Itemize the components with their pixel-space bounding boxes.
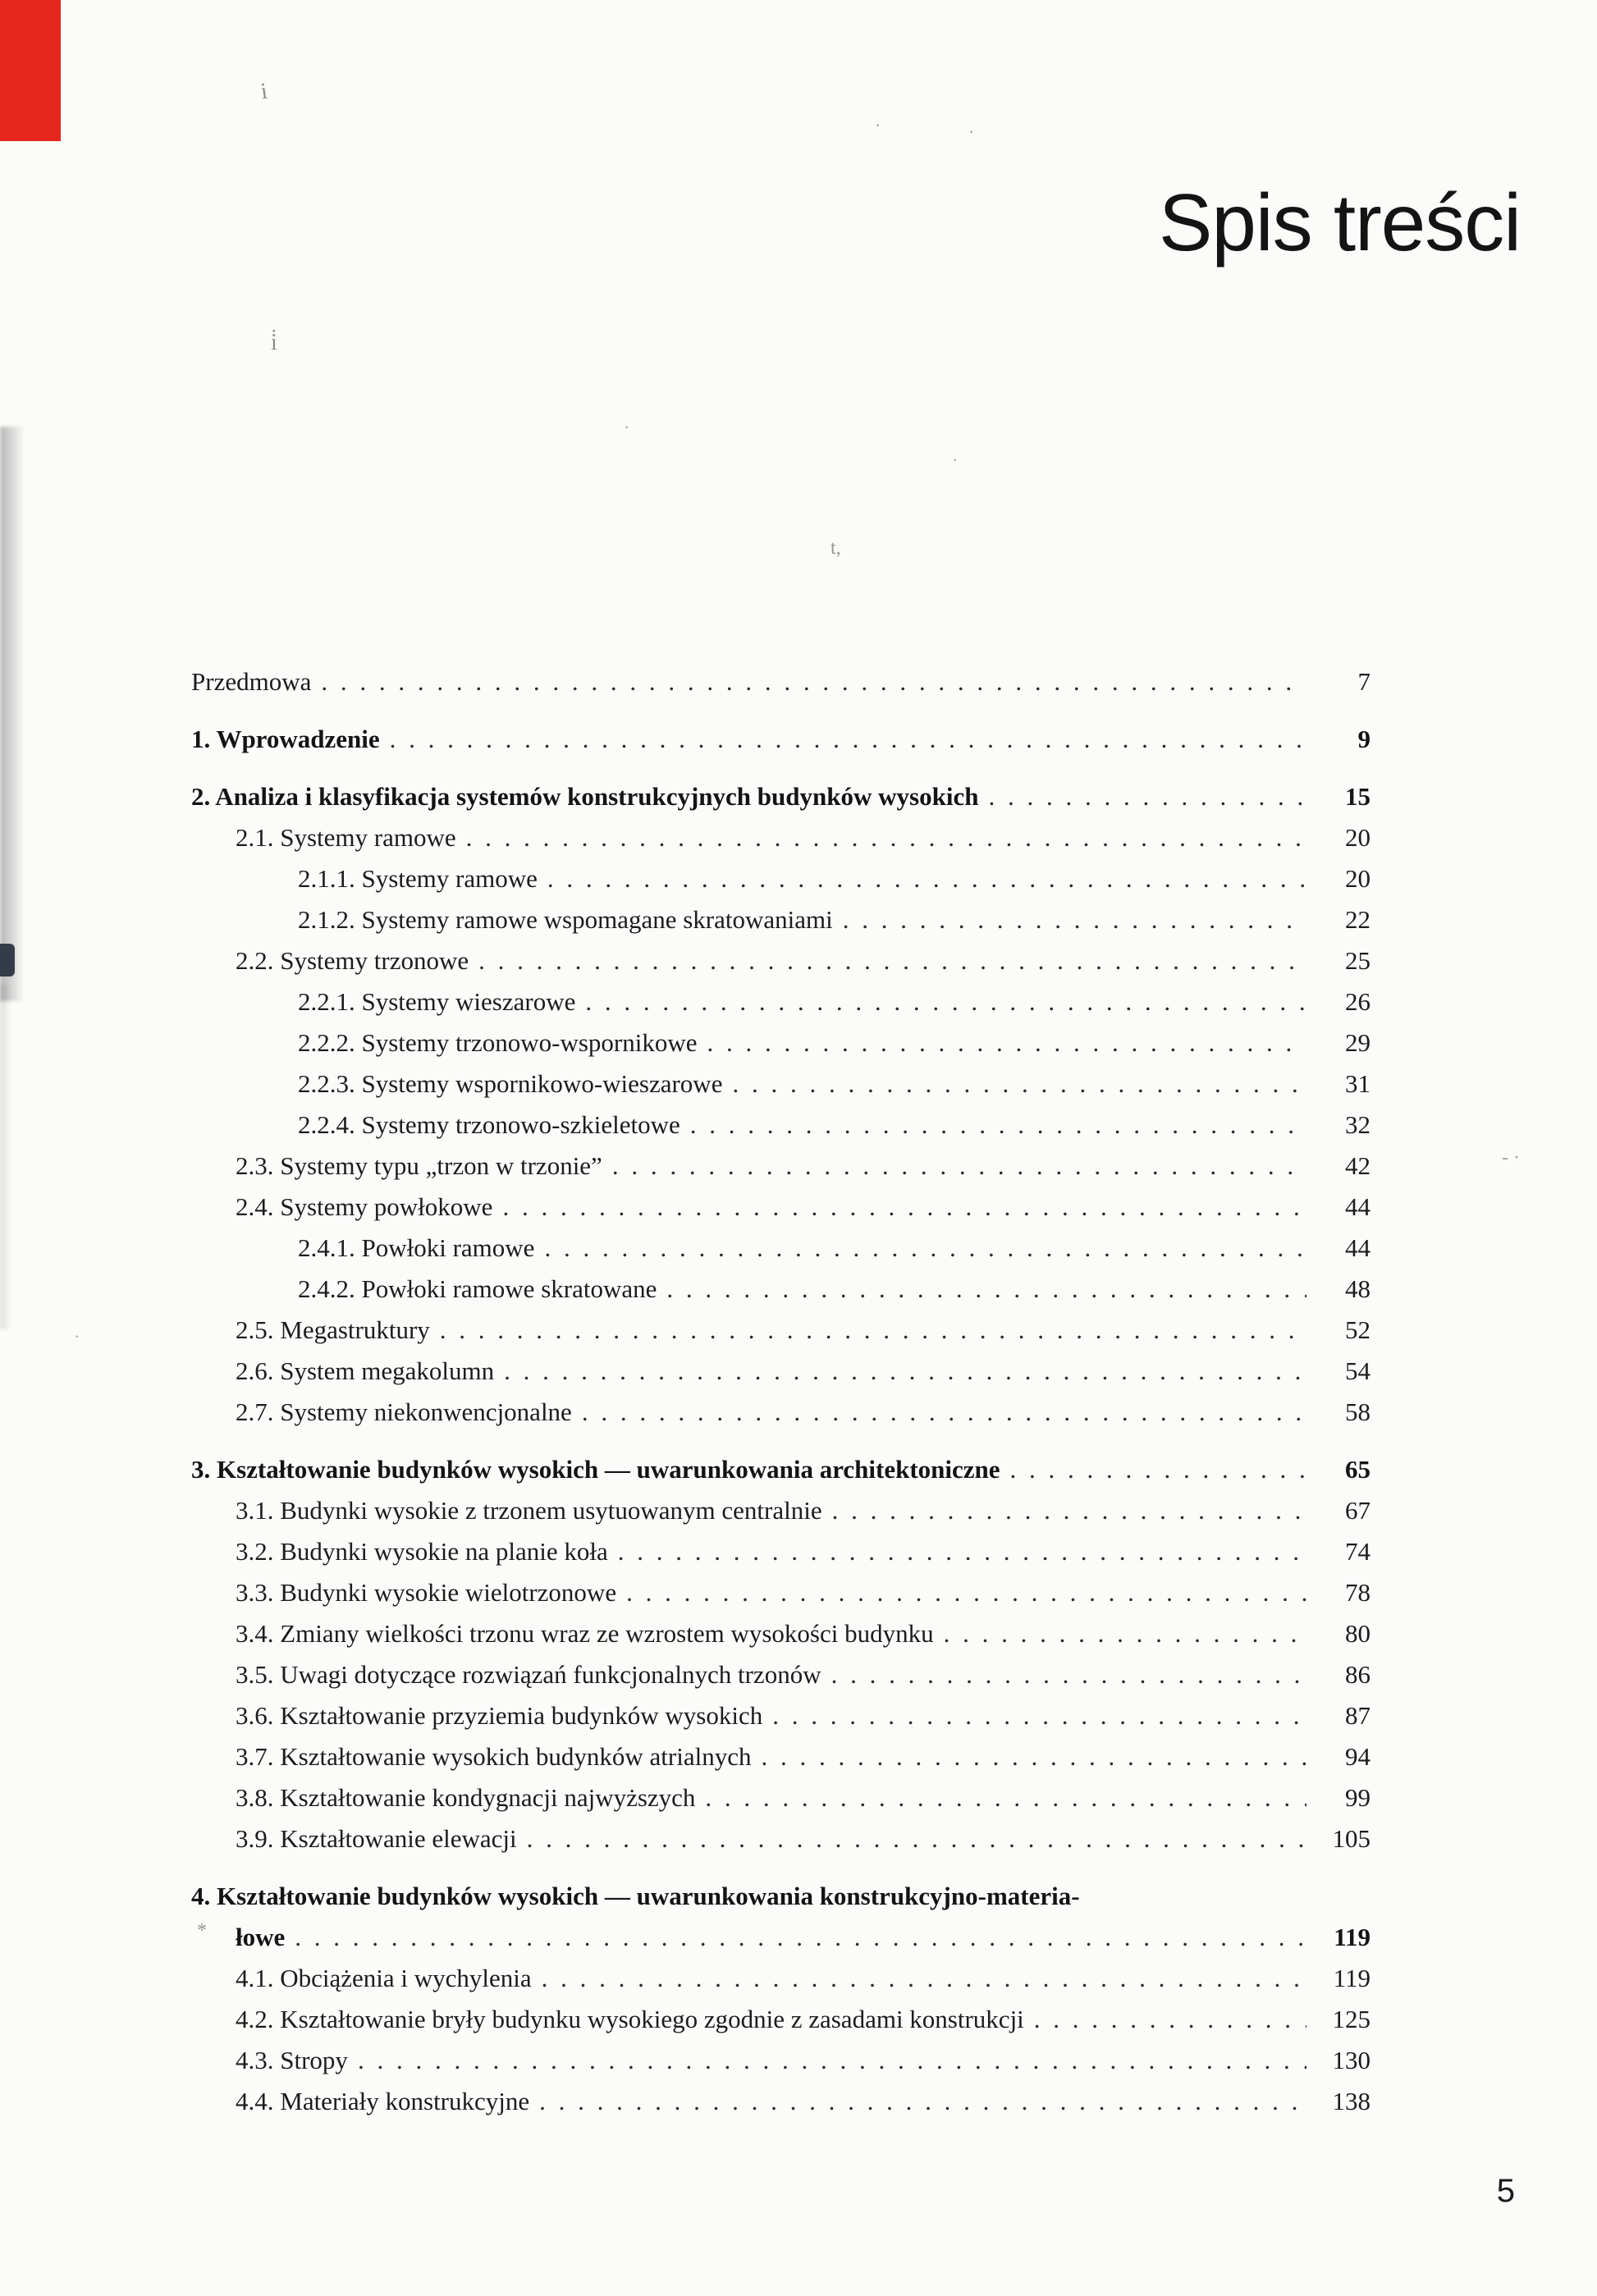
toc-row bbox=[191, 1490, 1370, 1531]
scan-artifact: · bbox=[875, 115, 881, 135]
toc-row bbox=[191, 1146, 1370, 1187]
toc-entry-text: 2.4.2. Powłoki ramowe skratowane bbox=[298, 1274, 657, 1303]
left-edge-mark bbox=[0, 944, 15, 976]
toc-entry-text: 2.2.1. Systemy wieszarowe bbox=[298, 987, 576, 1016]
toc-entry-text: 2. Analiza i klasyfikacja systemów konstrukcyjnych budynków wysokich bbox=[191, 782, 979, 811]
toc-row bbox=[191, 1105, 1370, 1146]
toc-page-ref: 74 bbox=[1345, 1537, 1370, 1566]
toc-entry-text: 2.2. Systemy trzonowe bbox=[236, 946, 469, 975]
toc-page-ref: 80 bbox=[1345, 1619, 1370, 1648]
toc-page-ref: 119 bbox=[1334, 1923, 1370, 1951]
toc-leader-dots bbox=[612, 1146, 1306, 1187]
toc-page-ref: 105 bbox=[1332, 1824, 1370, 1853]
toc-row bbox=[191, 776, 1370, 817]
toc-leader-dots bbox=[732, 1063, 1306, 1105]
toc-page-ref: 119 bbox=[1333, 1964, 1370, 1992]
toc-page-ref: 138 bbox=[1332, 2087, 1370, 2115]
toc-entry-text: 3.9. Kształtowanie elewacji bbox=[236, 1824, 517, 1853]
toc-leader-dots bbox=[1010, 1449, 1306, 1490]
toc-row bbox=[191, 1736, 1370, 1777]
left-edge-shadow bbox=[0, 427, 25, 1001]
toc-leader-dots bbox=[547, 858, 1306, 899]
toc-row bbox=[191, 858, 1370, 899]
toc-row bbox=[191, 1228, 1370, 1269]
toc-page-ref: 31 bbox=[1345, 1069, 1370, 1098]
toc-leader-dots bbox=[944, 1613, 1306, 1654]
toc-row bbox=[191, 940, 1370, 981]
toc-page-ref: 48 bbox=[1345, 1274, 1370, 1303]
toc-entry-text: 3. Kształtowanie budynków wysokich — uwarunkowania architektoniczne bbox=[191, 1455, 1000, 1484]
toc-leader-dots bbox=[832, 1490, 1306, 1531]
toc-leader-dots bbox=[466, 817, 1306, 858]
toc-page-ref: 44 bbox=[1345, 1233, 1370, 1262]
toc-entry-text: 2.4.1. Powłoki ramowe bbox=[298, 1233, 535, 1262]
toc-leader-dots bbox=[544, 1228, 1306, 1269]
toc-row bbox=[191, 1654, 1370, 1695]
toc-row bbox=[191, 1310, 1370, 1351]
toc-row bbox=[191, 2081, 1370, 2122]
toc-page-ref: 20 bbox=[1345, 864, 1370, 893]
toc-leader-dots bbox=[527, 1818, 1306, 1859]
scan-artifact: * bbox=[197, 1920, 207, 1942]
scan-artifact: · bbox=[74, 1326, 80, 1347]
toc-entry-text: 3.4. Zmiany wielkości trzonu wraz ze wzrostem wysokości budynku bbox=[236, 1619, 934, 1648]
toc-row bbox=[191, 899, 1370, 940]
toc-row bbox=[191, 1063, 1370, 1105]
toc-row bbox=[191, 1999, 1370, 2040]
toc-leader-dots bbox=[321, 661, 1306, 702]
toc-entry-text: 4.4. Materiały konstrukcyjne bbox=[236, 2087, 530, 2115]
toc-entry-text: 3.1. Budynki wysokie z trzonem usytuowanym centralnie bbox=[236, 1496, 822, 1525]
toc-row bbox=[191, 1351, 1370, 1392]
toc-row bbox=[191, 1392, 1370, 1433]
toc-entry-text: 1. Wprowadzenie bbox=[191, 725, 380, 753]
toc-page-ref: 7 bbox=[1357, 667, 1370, 696]
toc-entry-text: 3.2. Budynki wysokie na planie koła bbox=[236, 1537, 608, 1566]
toc-row bbox=[191, 1876, 1370, 1917]
toc-entry-text: 2.1.2. Systemy ramowe wspomagane skratowaniami bbox=[298, 905, 833, 934]
scan-artifact: t, bbox=[831, 537, 841, 559]
toc-entry-text: 2.3. Systemy typu „trzon w trzonie” bbox=[236, 1151, 602, 1180]
toc-leader-dots bbox=[295, 1917, 1306, 1958]
toc-leader-dots bbox=[390, 719, 1306, 760]
toc-entry-text: 3.3. Budynki wysokie wielotrzonowe bbox=[236, 1578, 617, 1607]
toc-entry-text: 3.7. Kształtowanie wysokich budynków atrialnych bbox=[236, 1742, 752, 1771]
toc-leader-dots bbox=[705, 1777, 1306, 1818]
toc-row bbox=[191, 1777, 1370, 1818]
toc-leader-dots bbox=[582, 1392, 1306, 1433]
scan-artifact: i bbox=[259, 78, 269, 105]
toc-entry-text: 4.2. Kształtowanie bryły budynku wysokiego zgodnie z zasadami konstrukcji bbox=[236, 2005, 1024, 2033]
toc-list bbox=[191, 661, 1370, 2122]
toc-page-ref: 87 bbox=[1345, 1701, 1370, 1730]
toc-leader-dots bbox=[843, 899, 1306, 940]
toc-leader-dots bbox=[831, 1654, 1306, 1695]
page-title: Spis treści bbox=[1158, 177, 1521, 268]
toc-page-ref: 26 bbox=[1345, 987, 1370, 1016]
toc-entry-text: Przedmowa bbox=[191, 667, 312, 696]
toc-leader-dots bbox=[772, 1695, 1306, 1736]
toc-page-ref: 52 bbox=[1345, 1315, 1370, 1344]
toc-leader-dots bbox=[988, 776, 1306, 817]
toc-row bbox=[191, 1187, 1370, 1228]
toc-row bbox=[191, 661, 1370, 702]
toc-entry-text: 2.6. System megakolumn bbox=[236, 1356, 495, 1385]
toc-leader-dots bbox=[618, 1531, 1306, 1572]
toc-row bbox=[191, 1572, 1370, 1613]
toc-page-ref: 25 bbox=[1345, 946, 1370, 975]
toc-row bbox=[191, 1449, 1370, 1490]
toc-row bbox=[191, 817, 1370, 858]
toc-row bbox=[191, 1958, 1370, 1999]
toc-leader-dots bbox=[539, 2081, 1306, 2122]
toc-entry-text: 2.5. Megastruktury bbox=[236, 1315, 430, 1344]
left-edge-shadow-lower bbox=[0, 985, 11, 1329]
toc-leader-dots bbox=[761, 1736, 1306, 1777]
toc-entry-text: 2.2.3. Systemy wspornikowo-wieszarowe bbox=[298, 1069, 723, 1098]
toc-row bbox=[191, 2040, 1370, 2081]
toc-page-ref: 42 bbox=[1345, 1151, 1370, 1180]
toc-entry-text: 2.1. Systemy ramowe bbox=[236, 823, 456, 852]
toc-entry-text: 2.1.1. Systemy ramowe bbox=[298, 864, 538, 893]
toc-row bbox=[191, 1531, 1370, 1572]
toc-page-ref: 94 bbox=[1345, 1742, 1370, 1771]
scan-artifact: i̇ bbox=[271, 330, 277, 355]
toc-leader-dots bbox=[440, 1310, 1306, 1351]
toc-row bbox=[191, 1022, 1370, 1063]
toc-row bbox=[191, 981, 1370, 1022]
scan-artifact: · bbox=[968, 121, 975, 142]
toc-leader-dots bbox=[666, 1269, 1306, 1310]
toc-row bbox=[191, 1269, 1370, 1310]
toc-leader-dots bbox=[585, 981, 1306, 1022]
toc-page-ref: 54 bbox=[1345, 1356, 1370, 1385]
toc-page-ref: 29 bbox=[1345, 1028, 1370, 1057]
toc-page-ref: 125 bbox=[1332, 2005, 1370, 2033]
toc-leader-dots bbox=[690, 1105, 1306, 1146]
toc-page-ref: 78 bbox=[1345, 1578, 1370, 1607]
toc-entry-text: 4. Kształtowanie budynków wysokich — uwarunkowania konstrukcyjno-materia- bbox=[191, 1882, 1080, 1910]
toc-leader-dots bbox=[1034, 1999, 1306, 2040]
toc-page-ref: 32 bbox=[1345, 1110, 1370, 1139]
toc-entry-text: 3.8. Kształtowanie kondygnacji najwyższych bbox=[236, 1783, 696, 1812]
toc-entry-text: 4.1. Obciążenia i wychylenia bbox=[236, 1964, 532, 1992]
toc-leader-dots bbox=[502, 1187, 1306, 1228]
toc-page-ref: 58 bbox=[1345, 1397, 1370, 1426]
toc-leader-dots bbox=[504, 1351, 1306, 1392]
toc-row bbox=[191, 719, 1370, 760]
toc-entry-text: łowe bbox=[236, 1923, 286, 1951]
toc-leader-dots bbox=[542, 1958, 1306, 1999]
toc-page-ref: 65 bbox=[1345, 1455, 1370, 1484]
toc-page-ref: 15 bbox=[1345, 782, 1370, 811]
toc-entry-text: 4.3. Stropy bbox=[236, 2046, 348, 2074]
scan-artifact: · bbox=[624, 417, 630, 437]
toc-row bbox=[191, 1695, 1370, 1736]
red-corner-mark bbox=[0, 0, 61, 141]
toc-entry-text: 2.2.2. Systemy trzonowo-wspornikowe bbox=[298, 1028, 698, 1057]
toc-leader-dots bbox=[626, 1572, 1306, 1613]
toc-page-ref: 20 bbox=[1345, 823, 1370, 852]
page-number: 5 bbox=[1496, 2173, 1515, 2209]
toc-row bbox=[191, 1818, 1370, 1859]
scan-artifact: · bbox=[952, 450, 959, 470]
toc-row bbox=[191, 1917, 1370, 1958]
toc-page-ref: 44 bbox=[1345, 1192, 1370, 1221]
toc-entry-text: 2.4. Systemy powłokowe bbox=[236, 1192, 493, 1221]
toc-entry-text: 3.6. Kształtowanie przyziemia budynków wysokich bbox=[236, 1701, 763, 1730]
toc-page-ref: 22 bbox=[1345, 905, 1370, 934]
scan-artifact: - · bbox=[1502, 1147, 1520, 1169]
toc-entry-text: 2.2.4. Systemy trzonowo-szkieletowe bbox=[298, 1110, 680, 1139]
toc-row bbox=[191, 1613, 1370, 1654]
toc-page-ref: 130 bbox=[1332, 2046, 1370, 2074]
toc-page-ref: 67 bbox=[1345, 1496, 1370, 1525]
toc-page-ref: 9 bbox=[1357, 725, 1370, 753]
toc-page-ref: 86 bbox=[1345, 1660, 1370, 1689]
toc-entry-text: 3.5. Uwagi dotyczące rozwiązań funkcjonalnych trzonów bbox=[236, 1660, 821, 1689]
toc-leader-dots bbox=[707, 1022, 1306, 1063]
toc-leader-dots bbox=[478, 940, 1306, 981]
toc-page-ref: 99 bbox=[1345, 1783, 1370, 1812]
toc-leader-dots bbox=[358, 2040, 1306, 2081]
toc-entry-text: 2.7. Systemy niekonwencjonalne bbox=[236, 1397, 572, 1426]
